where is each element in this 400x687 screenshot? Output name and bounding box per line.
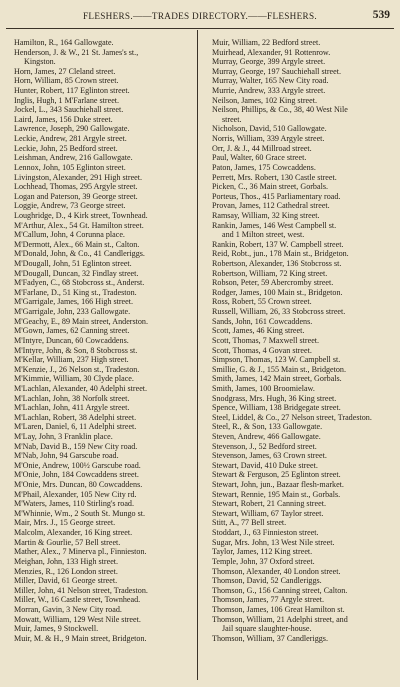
directory-entry: Steel, Liddel, & Co., 27 Nelson street, Tradeston. [212,412,372,422]
directory-entry: Thomson, G., 156 Canning street, Calton. [212,585,348,595]
directory-entry: Jockel, L., 343 Sauchiehall street. [14,105,124,115]
directory-entry: Snodgrass, Mrs. Hugh, 36 King street. [212,393,337,403]
directory-entry: Rankin, Robert, 137 W. Campbell street. [212,239,344,249]
directory-entry: Hunter, Robert, 117 Eglinton street. [14,86,130,96]
directory-entry: Thomson, James, 77 Argyle street. [212,595,325,605]
directory-entry: Miller, David, 61 George street. [14,576,118,586]
directory-entry: Morran, Gavin, 3 New City road. [14,604,122,614]
directory-entry: Menzies, R., 126 London street. [14,566,118,576]
directory-entry: M'Onie, Mrs. Duncan, 80 Cowcaddens. [14,480,143,490]
directory-entry: M'Waters, James, 110 Stirling's road. [14,499,134,509]
directory-entry: Sands, John, 161 Cowcaddens. [212,316,313,326]
directory-entry: M'Dougall, John, 51 Eglinton street. [14,259,132,269]
page-number: 539 [372,9,390,21]
directory-entry: Robertson, Alexander, 136 Stobcross st. [212,259,342,269]
directory-entry: Hamilton, R., 164 Gallowgate. [14,38,114,47]
directory-entry: Thomson, Alexander, 40 London street. [212,566,341,576]
directory-entry: Taylor, James, 112 King street. [212,547,313,557]
directory-entry: M'Intyre, John, & Son, 8 Stobcross st. [14,345,138,355]
directory-entry: M'Donald, John, & Co., 41 Candleriggs. [14,249,145,259]
directory-entry: Perrett, Mrs. Robert, 130 Castle street. [212,172,337,182]
directory-entry: Temple, John, 37 Oxford street. [212,556,315,566]
directory-entry: Steven, Andrew, 466 Gallowgate. [212,431,321,441]
directory-entry: M'Phail, Alexander, 105 New City rd. [14,489,137,499]
directory-entry: Nicholson, David, 510 Gallowgate. [212,124,327,134]
directory-entry: Loughridge, D., 4 Kirk street, Townhead. [14,210,148,220]
directory-entry: Lochhead, Thomas, 295 Argyle street. [14,182,138,192]
column-divider [197,30,198,680]
directory-entry: Kingston. [24,57,56,67]
directory-entry: Leckie, John, 25 Bedford street. [14,143,118,153]
directory-entry: Murray, George, 197 Sauchiehall street. [212,66,342,76]
directory-entry: Steel, R., & Son, 133 Gallowgate. [212,422,323,432]
directory-entry: M'Gown, James, 62 Canning street. [14,326,130,336]
directory-entry: Smillie, G. & J., 155 Main st., Bridgeton. [212,364,346,374]
directory-entry: Rodger, James, 100 Main st., Bridgeton. [212,287,343,297]
directory-entry: Paul, Walter, 60 Grace street. [212,153,307,163]
directory-entry: Scott, James, 46 King street. [212,326,305,336]
directory-entry: Meighan, John, 133 High street. [14,556,119,566]
directory-entry: Provan, James, 112 Cathedral street. [212,201,330,211]
page-header [0,10,400,24]
directory-entry: M'Arthur, Alex., 54 Gt. Hamilton street. [14,220,144,230]
directory-entry: Thomson, William, 37 Candleriggs. [212,633,328,643]
left-column [14,38,194,643]
directory-entry: street. [222,114,242,124]
directory-entry: Robertson, William, 72 King street. [212,268,328,278]
directory-entry: Logan and Paterson, 39 George street. [14,191,138,201]
directory-entry: Horn, William, 85 Crown street. [14,76,119,86]
directory-entry: M'Fadyen, C., 68 Stobcross st., Anderst. [14,278,145,288]
directory-entry: Mather, Alex., 7 Minerva pl., Finnieston. [14,547,147,557]
directory-entry: M'Kimmie, William, 30 Clyde place. [14,374,134,384]
directory-entry: Jail square slaughter-house. [222,624,312,634]
directory-entry: Picken, C., 36 Main street, Gorbals. [212,182,328,192]
directory-entry: Stewart, Rennie, 195 Main st., Gorbals. [212,489,341,499]
directory-entry: and 1 Milton street, west. [222,230,305,240]
directory-entry: Stevenson, J., 52 Bedford street. [212,441,317,451]
directory-entry: M'Intyre, Duncan, 60 Cowcaddens. [14,335,129,345]
directory-entry: Muir, William, 22 Bedford street. [212,38,321,47]
directory-entry: Paton, James, 175 Cowcaddens. [212,162,316,172]
directory-entry: Simpson, Thomas, 123 W. Campbell st. [212,355,341,365]
directory-entry: Thomson, William, 21 Adelphi street, and [212,614,348,624]
directory-entry: Stitt, A., 77 Bell street. [212,518,287,528]
directory-entry: Muir, M. & H., 9 Main street, Bridgeton. [14,633,147,643]
directory-entry: M'Onie, John, 184 Cowcaddens street. [14,470,139,480]
directory-entry: Horn, James, 27 Cleland street. [14,66,116,76]
directory-entry: Stewart, John, jun., Bazaar flesh-market. [212,480,344,490]
directory-entry: Thomson, David, 52 Candleriggs. [212,576,322,586]
directory-entry: M'Nab, David B., 159 New City road. [14,441,138,451]
directory-entry: Stewart, David, 410 Duke street. [212,460,318,470]
header-rule [6,28,394,29]
directory-entry: Mowatt, William, 129 West Nile street. [14,614,141,624]
directory-entry: Thomson, James, 106 Great Hamilton st. [212,604,345,614]
directory-entry: Martin & Gourlie, 57 Bell street. [14,537,121,547]
directory-entry: Stewart & Ferguson, 25 Eglinton street. [212,470,341,480]
directory-entry: Robson, Peter, 59 Abercromby street. [212,278,334,288]
directory-entry: M'Geachy, E., 89 Main street, Anderston. [14,316,149,326]
directory-entry: Lawrence, Joseph, 290 Gallowgate. [14,124,130,134]
directory-entry: Lennox, John, 105 Eglinton street. [14,162,126,172]
directory-entry: Ramsay, William, 32 King street. [212,210,320,220]
directory-entry: Laird, James, 156 Duke street. [14,114,113,124]
directory-entry: Scott, Thomas, 7 Maxwell street. [212,335,320,345]
directory-entry: Mair, Mrs. J., 15 George street. [14,518,116,528]
directory-entry: M'Laren, Daniel, 6, 11 Adelphi street. [14,422,137,432]
directory-entry: Norris, William, 339 Argyle street. [212,134,325,144]
directory-entry: M'Lachlan, John, 38 Norfolk street. [14,393,130,403]
directory-entry: M'Lachlan, Alexander, 40 Adelphi street. [14,383,148,393]
directory-entry: Neilson, Phillips, & Co., 38, 40 West Nile [212,105,348,115]
directory-entry: Rankin, James, 146 West Campbell st. [212,220,337,230]
directory-entry: M'Garrigale, John, 233 Gallowgate. [14,307,131,317]
directory-entry: M'Nab, John, 94 Garscube road. [14,451,119,461]
directory-entry: M'Kellar, William, 237 High street. [14,355,129,365]
directory-entry: Livingston, Alexander, 291 High street. [14,172,143,182]
directory-entry: Muirhead, Alexander, 91 Rottenrow. [212,47,331,57]
directory-entry: M'Garrigale, James, 166 High street. [14,297,134,307]
directory-entry: Stewart, William, 67 Taylor street. [212,508,324,518]
directory-entry: Spence, William, 138 Bridgegate street. [212,403,341,413]
directory-entry: Murrie, Andrew, 333 Argyle street. [212,86,326,96]
directory-entry: M'Dougall, Duncan, 32 Findlay street. [14,268,139,278]
directory-entry: Murray, George, 399 Argyle street. [212,57,326,67]
directory-entry: M'Callum, John, 4 Corunna place. [14,230,125,240]
directory-entry: M'Whinnie, Wm., 2 South St. Mungo st. [14,508,146,518]
directory-entry: M'Lachlan, Robert, 38 Adelphi street. [14,412,137,422]
directory-entry: Miller, W., 16 Castle street, Townhead. [14,595,141,605]
directory-entry: M'Farlane, D., 51 King st., Tradeston. [14,287,137,297]
directory-entry: M'Lachlan, John, 411 Argyle street. [14,403,130,413]
running-title: FLESHERS.——TRADES DIRECTORY.——FLESHERS. [83,11,317,21]
directory-entry: Stewart, Robert, 21 Canning street. [212,499,326,509]
directory-entry: Neilson, James, 102 King street. [212,95,317,105]
directory-entry: Murray, Walter, 165 New City road. [212,76,329,86]
directory-entry: Leckie, Andrew, 281 Argyle street. [14,134,127,144]
directory-entry: Stevenson, James, 63 Crown street. [212,451,327,461]
directory-entry: M'Onie, Andrew, 100½ Garscube road. [14,460,141,470]
directory-entry: M'Lay, John, 3 Franklin place. [14,431,113,441]
directory-entry: Loggie, Andrew, 73 George street. [14,201,126,211]
directory-entry: M'Kenzie, J., 26 Nelson st., Tradeston. [14,364,140,374]
directory-entry: Leishman, Andrew, 216 Gallowgate. [14,153,133,163]
directory-entry: Miller, John, 41 Nelson street, Tradeston. [14,585,148,595]
directory-entry: Reid, Robt., jun., 178 Main st., Bridgeton. [212,249,349,259]
directory-entry: Stoddart, J., 63 Finnieston street. [212,528,319,538]
directory-entry: Inglis, Hugh, 1 M'Farlane street. [14,95,120,105]
directory-entry: Ross, Robert, 55 Crown street. [212,297,312,307]
directory-entry: Scott, Thomas, 4 Govan street. [212,345,312,355]
directory-entry: Russell, William, 26, 33 Stobcross street. [212,307,346,317]
directory-entry: Smith, James, 142 Main street, Gorbals. [212,374,342,384]
right-column [212,38,394,643]
directory-entry: Smith, James, 100 Broomielaw. [212,383,315,393]
directory-entry: Muir, James, 9 Stockwell. [14,624,99,634]
directory-entry: Malcolm, Alexander, 16 King street. [14,528,133,538]
directory-entry: Porteus, Thos., 415 Parliamentary road. [212,191,341,201]
directory-entry: M'Dermott, Alex., 66 Main st., Calton. [14,239,140,249]
directory-entry: Sugar, Mrs. John, 13 West Nile street. [212,537,335,547]
directory-entry: Henderson, J. & W., 21 St. James's st., [14,47,139,57]
directory-entry: Orr, J. & J., 44 Millroad street. [212,143,312,153]
